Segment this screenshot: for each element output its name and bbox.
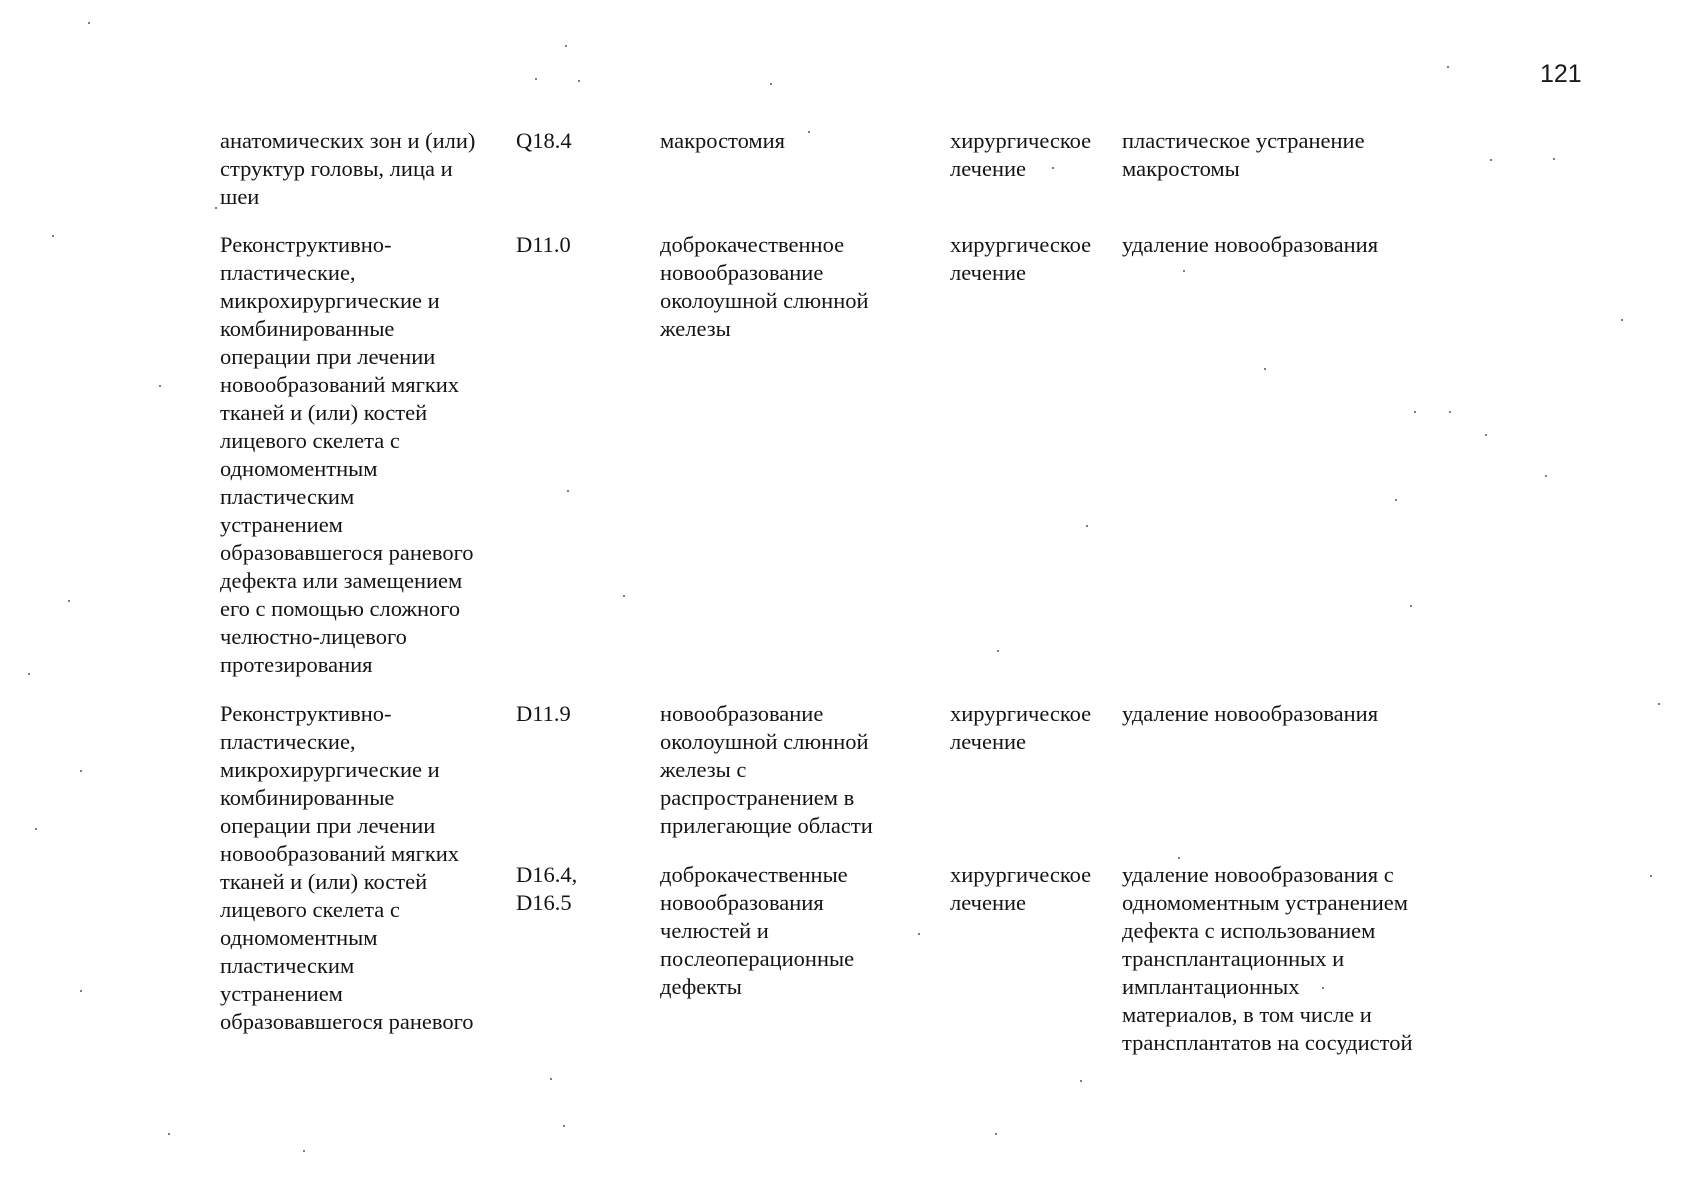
row2-section-line: его с помощью сложного bbox=[220, 596, 461, 621]
scan-speck bbox=[1178, 857, 1180, 859]
scan-speck bbox=[1621, 319, 1623, 321]
row4-code-line: D16.5 bbox=[516, 890, 572, 915]
scan-speck bbox=[80, 990, 82, 992]
scan-speck bbox=[1080, 1080, 1082, 1082]
row3-method-line: удаление новообразования bbox=[1122, 701, 1379, 726]
scan-speck bbox=[52, 235, 54, 237]
row3-code-line: D11.9 bbox=[516, 701, 571, 726]
scan-speck bbox=[1052, 167, 1054, 169]
row2-section-line: новообразований мягких bbox=[220, 372, 460, 397]
row2-section-line: образовавшегося раневого bbox=[220, 540, 474, 565]
row2-code-line: D11.0 bbox=[516, 232, 571, 257]
scan-speck bbox=[80, 770, 82, 772]
scan-speck bbox=[623, 595, 625, 597]
row2-diagnosis-line: околоушной слюнной bbox=[660, 288, 869, 313]
row4-code bbox=[516, 861, 577, 917]
row2-diagnosis bbox=[660, 231, 869, 343]
row1-section bbox=[220, 127, 475, 211]
row1-method-line: макростомы bbox=[1122, 156, 1240, 181]
row1-diagnosis bbox=[660, 127, 785, 155]
row4-treatment-line: хирургическое bbox=[950, 862, 1092, 887]
row1-method bbox=[1122, 127, 1365, 183]
scan-speck bbox=[567, 490, 569, 492]
scan-speck bbox=[1449, 411, 1451, 413]
row3-diagnosis bbox=[660, 700, 873, 840]
row3-code bbox=[516, 700, 571, 728]
row3-section-line: образовавшегося раневого bbox=[220, 1009, 474, 1034]
row4-method bbox=[1122, 861, 1413, 1057]
row3-section-line: микрохирургические и bbox=[220, 757, 440, 782]
row3-section-line: тканей и (или) костей bbox=[220, 869, 428, 894]
row3-diagnosis-line: новообразование bbox=[660, 701, 824, 726]
row1-section-line: шеи bbox=[220, 184, 260, 209]
row3-section-line: пластическим bbox=[220, 953, 355, 978]
row4-method-line: трансплантатов на сосудистой bbox=[1122, 1030, 1413, 1055]
scan-speck bbox=[1183, 270, 1185, 272]
row3-section-line: устранением bbox=[220, 981, 343, 1006]
row2-diagnosis-line: железы bbox=[660, 316, 731, 341]
scan-speck bbox=[578, 80, 580, 82]
row3-section-line: комбинированные bbox=[220, 785, 395, 810]
scan-speck bbox=[1414, 411, 1416, 413]
scan-speck bbox=[35, 828, 37, 830]
scan-speck bbox=[28, 673, 30, 675]
row2-section-line: одномоментным bbox=[220, 456, 378, 481]
scan-speck bbox=[1322, 987, 1324, 989]
row2-section-line: челюстно-лицевого bbox=[220, 624, 407, 649]
row3-diagnosis-line: прилегающие области bbox=[660, 813, 873, 838]
scan-speck bbox=[1410, 605, 1412, 607]
row2-section-line: комбинированные bbox=[220, 316, 395, 341]
row1-diagnosis-line: макростомия bbox=[660, 128, 786, 153]
scan-speck bbox=[159, 385, 161, 387]
scan-speck bbox=[215, 207, 217, 209]
row2-section-line: тканей и (или) костей bbox=[220, 400, 428, 425]
row4-treatment bbox=[950, 861, 1091, 917]
row2-section-line: пластическим bbox=[220, 484, 355, 509]
scan-speck bbox=[1447, 66, 1449, 68]
row3-treatment bbox=[950, 700, 1091, 756]
row2-diagnosis-line: новообразование bbox=[660, 260, 824, 285]
row3-method bbox=[1122, 700, 1378, 728]
scan-speck bbox=[550, 1078, 552, 1080]
row2-treatment bbox=[950, 231, 1091, 287]
row3-diagnosis-line: околоушной слюнной bbox=[660, 729, 869, 754]
row1-code-line: Q18.4 bbox=[516, 128, 572, 153]
row2-section-line: пластические, bbox=[220, 260, 356, 285]
row1-method-line: пластическое устранение bbox=[1122, 128, 1365, 153]
scan-speck bbox=[303, 1150, 305, 1152]
row4-method-line: одномоментным устранением bbox=[1122, 890, 1409, 915]
row1-code bbox=[516, 127, 572, 155]
row2-section-line: лицевого скелета с bbox=[220, 428, 400, 453]
scan-speck bbox=[1545, 475, 1547, 477]
row2-section-line: дефекта или замещением bbox=[220, 568, 463, 593]
row2-treatment-line: хирургическое bbox=[950, 232, 1092, 257]
scan-speck bbox=[1485, 434, 1487, 436]
scan-speck bbox=[1658, 703, 1660, 705]
row2-method-line: удаление новообразования bbox=[1122, 232, 1379, 257]
row4-method-line: трансплантационных и bbox=[1122, 946, 1345, 971]
row2-section-line: протезирования bbox=[220, 652, 373, 677]
row4-diagnosis-line: доброкачественные bbox=[660, 862, 848, 887]
row3-section-line: одномоментным bbox=[220, 925, 378, 950]
scan-speck bbox=[1650, 875, 1652, 877]
row3-treatment-line: лечение bbox=[950, 729, 1027, 754]
row1-section-line: структур головы, лица и bbox=[220, 156, 453, 181]
row2-section-line: Реконструктивно- bbox=[220, 232, 392, 257]
row3-section bbox=[220, 700, 474, 1036]
row1-treatment-line: лечение bbox=[950, 156, 1027, 181]
row3-section-line: Реконструктивно- bbox=[220, 701, 392, 726]
scan-speck bbox=[1490, 159, 1492, 161]
page-number: 121 bbox=[1540, 60, 1582, 88]
row2-treatment-line: лечение bbox=[950, 260, 1027, 285]
row1-treatment bbox=[950, 127, 1091, 183]
row2-code bbox=[516, 231, 571, 259]
row3-section-line: новообразований мягких bbox=[220, 841, 460, 866]
row2-section bbox=[220, 231, 474, 679]
scan-speck bbox=[535, 78, 537, 80]
row4-diagnosis-line: послеоперационные bbox=[660, 946, 855, 971]
scan-speck bbox=[770, 83, 772, 85]
row2-section-line: микрохирургические и bbox=[220, 288, 440, 313]
row3-treatment-line: хирургическое bbox=[950, 701, 1092, 726]
row2-section-line: устранением bbox=[220, 512, 343, 537]
row4-method-line: имплантационных bbox=[1122, 974, 1300, 999]
scan-speck bbox=[68, 600, 70, 602]
row1-treatment-line: хирургическое bbox=[950, 128, 1092, 153]
row4-diagnosis-line: дефекты bbox=[660, 974, 742, 999]
row4-diagnosis-line: новообразования bbox=[660, 890, 824, 915]
scan-speck bbox=[1086, 525, 1088, 527]
row3-section-line: операции при лечении bbox=[220, 813, 436, 838]
scan-speck bbox=[918, 933, 920, 935]
row3-section-line: пластические, bbox=[220, 729, 356, 754]
row1-section-line: анатомических зон и (или) bbox=[220, 128, 476, 153]
row4-diagnosis bbox=[660, 861, 854, 1001]
scan-speck bbox=[168, 1133, 170, 1135]
row4-code-line: D16.4, bbox=[516, 862, 578, 887]
scan-speck bbox=[88, 22, 90, 24]
scan-speck bbox=[995, 1133, 997, 1135]
scan-speck bbox=[565, 45, 567, 47]
row4-treatment-line: лечение bbox=[950, 890, 1027, 915]
scan-speck bbox=[997, 650, 999, 652]
row2-diagnosis-line: доброкачественное bbox=[660, 232, 845, 257]
scan-speck bbox=[808, 131, 810, 133]
row4-method-line: материалов, в том числе и bbox=[1122, 1002, 1372, 1027]
row2-section-line: операции при лечении bbox=[220, 344, 436, 369]
row4-method-line: дефекта с использованием bbox=[1122, 918, 1376, 943]
row3-diagnosis-line: распространением в bbox=[660, 785, 855, 810]
row4-method-line: удаление новообразования с bbox=[1122, 862, 1394, 887]
row3-diagnosis-line: железы с bbox=[660, 757, 747, 782]
scan-speck bbox=[1553, 158, 1555, 160]
row4-diagnosis-line: челюстей и bbox=[660, 918, 769, 943]
scan-speck bbox=[1264, 368, 1266, 370]
row3-section-line: лицевого скелета с bbox=[220, 897, 400, 922]
scan-speck bbox=[563, 1125, 565, 1127]
scan-speck bbox=[1395, 499, 1397, 501]
row2-method bbox=[1122, 231, 1378, 259]
